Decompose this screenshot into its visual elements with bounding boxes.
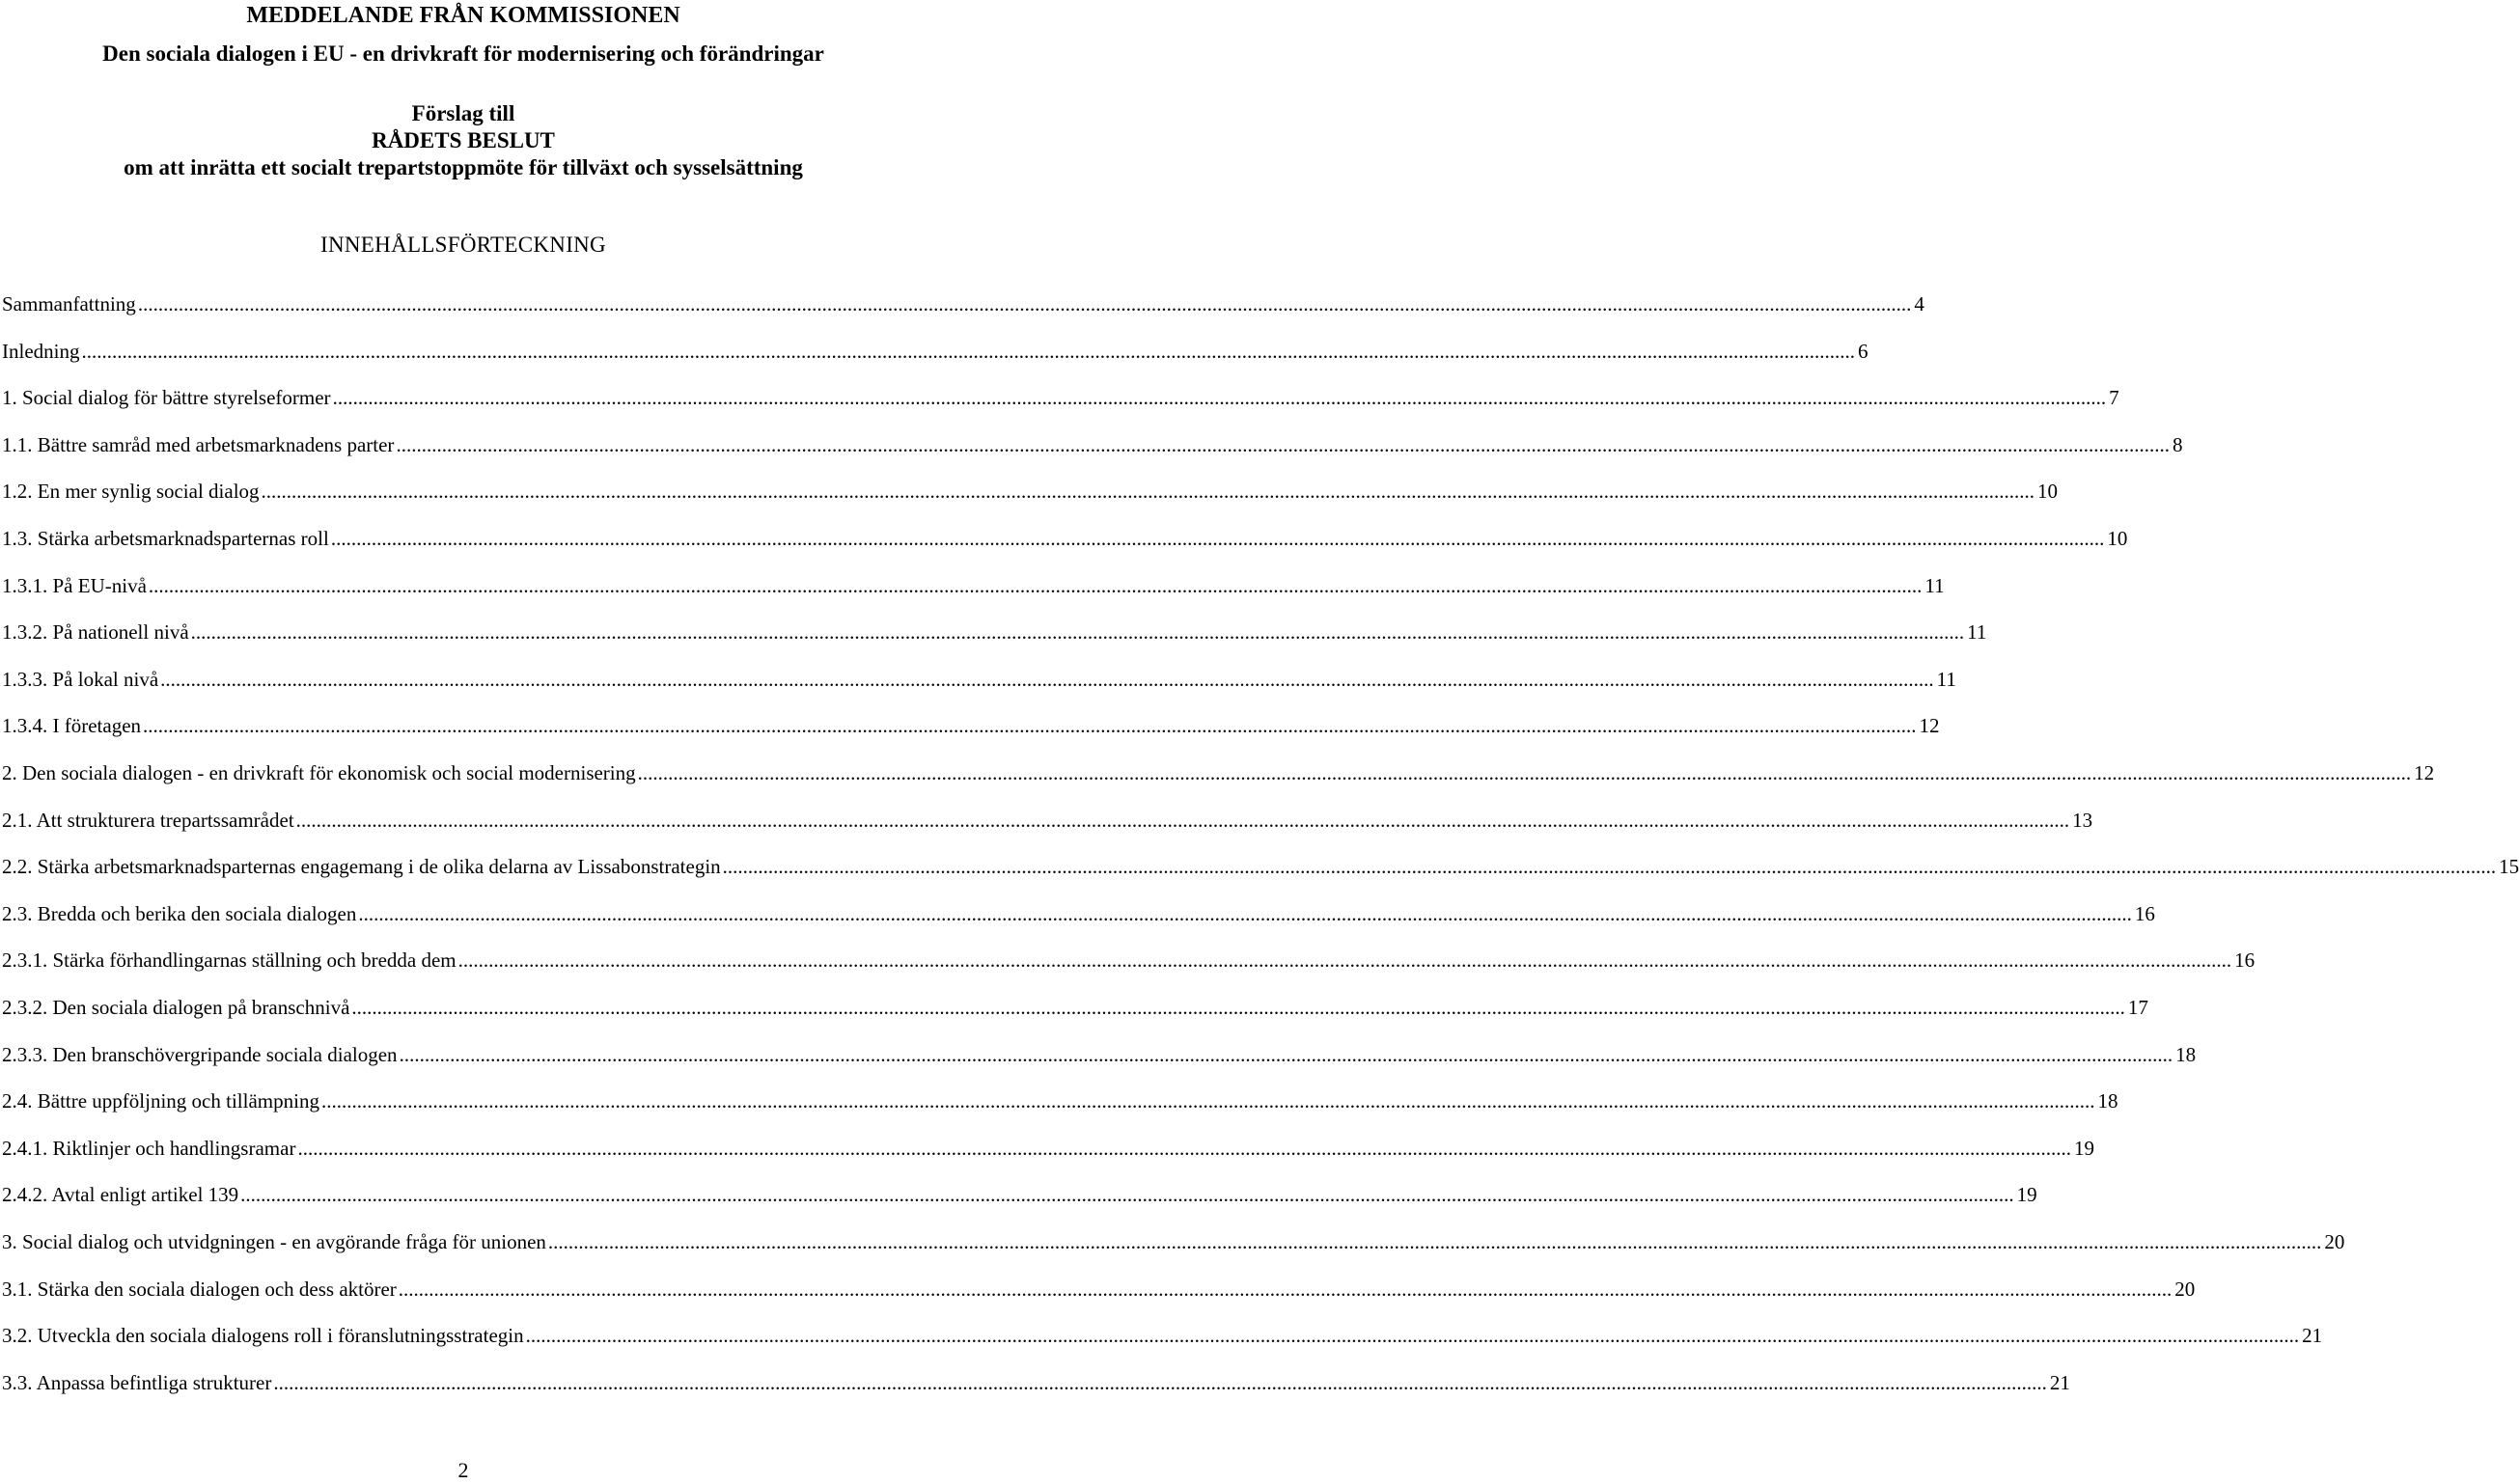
toc-entry-title: 2.1. Att strukturera trepartssamrådet — [2, 808, 294, 832]
toc-dot-leader — [297, 1139, 2071, 1159]
toc-entry[interactable] — [2, 618, 1987, 645]
toc-entry-title: 3.1. Stärka den sociala dialogen och dess aktörer — [2, 1277, 397, 1301]
document-title: Den sociala dialogen i EU - en drivkraft för modernisering och förändringar — [102, 41, 824, 66]
toc-entry[interactable] — [2, 524, 2128, 550]
toc-heading: INNEHÅLLSFÖRTECKNING — [320, 233, 606, 257]
toc-dot-leader — [548, 1232, 2322, 1252]
toc-entry[interactable] — [2, 665, 1956, 691]
toc-entry[interactable] — [2, 1180, 2037, 1207]
toc-dot-leader — [149, 576, 1923, 596]
toc-entry-page-number: 13 — [2072, 808, 2093, 832]
toc-entry[interactable] — [2, 711, 1940, 738]
toc-entry-page-number: 11 — [1967, 620, 1987, 645]
toc-entry[interactable] — [2, 806, 2093, 832]
toc-entry[interactable] — [2, 1321, 2323, 1348]
toc-entry-title: 1. Social dialog för bättre styrelseformer — [2, 386, 331, 410]
toc-entry[interactable] — [2, 289, 1924, 316]
toc-entry-page-number: 4 — [1914, 292, 1924, 316]
toc-entry-page-number: 16 — [2134, 901, 2155, 925]
toc-entry-title: 1.2. En mer synlig social dialog — [2, 480, 260, 504]
toc-dot-leader — [160, 670, 1934, 690]
toc-dot-leader — [262, 481, 2035, 502]
toc-dot-leader — [458, 950, 2232, 971]
toc-entry-page-number: 19 — [2073, 1136, 2094, 1160]
toc-dot-leader — [526, 1326, 2300, 1346]
toc-entry-page-number: 20 — [2324, 1230, 2345, 1253]
toc-entry-title: 2. Den sociala dialogen - en drivkraft för ekonomisk och social modernisering — [2, 761, 636, 784]
toc-entry-title: 1.3.1. På EU-nivå — [2, 573, 147, 597]
toc-entry[interactable] — [2, 1227, 2345, 1253]
toc-entry-title: Inledning — [2, 339, 80, 363]
proposal-line-1: Förslag till — [411, 101, 515, 125]
toc-entry-page-number: 17 — [2127, 996, 2148, 1019]
toc-entry-title: 2.4.1. Riktlinjer och handlingsramar — [2, 1136, 296, 1160]
toc-entry-page-number: 18 — [2175, 1042, 2197, 1066]
toc-dot-leader — [638, 763, 2412, 783]
toc-entry[interactable] — [2, 571, 1945, 597]
toc-entry-page-number: 15 — [2499, 855, 2519, 879]
toc-entry[interactable] — [2, 1368, 2070, 1394]
toc-dot-leader — [723, 857, 2497, 877]
toc-entry-page-number: 8 — [2172, 432, 2183, 456]
toc-entry-title: 1.1. Bättre samråd med arbetsmarknadens parter — [2, 432, 395, 456]
toc-entry[interactable] — [2, 1275, 2196, 1301]
toc-entry-title: 1.3.3. På lokal nivå — [2, 667, 159, 691]
toc-entry-page-number: 11 — [1936, 667, 1956, 691]
page-number: 2 — [457, 1458, 469, 1482]
toc-entry[interactable] — [2, 1134, 2094, 1160]
toc-entry[interactable] — [2, 337, 1868, 363]
toc-entry-title: 2.2. Stärka arbetsmarknadsparternas engagemang i de olika delarna av Lissabonstrategin — [2, 855, 721, 879]
toc-entry-page-number: 12 — [1919, 714, 1940, 738]
toc-dot-leader — [138, 294, 1912, 315]
toc-dot-leader — [81, 342, 1855, 362]
toc-entry[interactable] — [2, 946, 2256, 973]
toc-entry-title: 3.2. Utveckla den sociala dialogens roll i föranslutningsstrategin — [2, 1324, 524, 1348]
toc-entry[interactable] — [2, 1086, 2118, 1113]
toc-entry-title: 2.3.3. Den branschövergripande sociala dialogen — [2, 1042, 398, 1066]
toc-entry-page-number: 16 — [2234, 948, 2256, 973]
toc-entry[interactable] — [2, 993, 2148, 1019]
toc-entry-title: 2.3.2. Den sociala dialogen på branschnivå — [2, 996, 350, 1019]
toc-entry[interactable] — [2, 430, 2183, 456]
toc-dot-leader — [396, 435, 2170, 455]
toc-dot-leader — [358, 904, 2132, 924]
toc-entry-title: 3.3. Anpassa befintliga strukturer — [2, 1370, 272, 1394]
toc-entry-title: 1.3.4. I företagen — [2, 714, 142, 738]
toc-entry-page-number: 11 — [1924, 573, 1945, 597]
toc-dot-leader — [321, 1091, 2095, 1112]
toc-dot-leader — [351, 998, 2125, 1018]
toc-dot-leader — [240, 1185, 2014, 1205]
document-type-heading: MEDDELANDE FRÅN KOMMISSIONEN — [246, 3, 680, 28]
toc-entry[interactable] — [2, 899, 2155, 925]
toc-entry-title: 3. Social dialog och utvidgningen - en avgörande fråga för unionen — [2, 1230, 546, 1253]
toc-entry-page-number: 12 — [2414, 761, 2435, 784]
toc-entry-page-number: 19 — [2016, 1183, 2037, 1207]
toc-entry[interactable] — [2, 758, 2435, 784]
proposal-line-3: om att inrätta ett socialt trepartstoppmöte för tillväxt och sysselsättning — [124, 155, 803, 179]
toc-dot-leader — [400, 1045, 2173, 1065]
toc-entry-page-number: 21 — [2302, 1324, 2323, 1348]
toc-entry-title: 2.3. Bredda och berika den sociala dialogen — [2, 901, 357, 925]
toc-entry-title: Sammanfattning — [2, 292, 136, 316]
proposal-line-2: RÅDETS BESLUT — [372, 128, 555, 152]
toc-entry[interactable] — [2, 852, 2519, 879]
toc-entry-title: 2.4. Bättre uppföljning och tillämpning — [2, 1089, 319, 1113]
toc-entry-title: 2.4.2. Avtal enligt artikel 139 — [2, 1183, 239, 1207]
toc-entry-title: 2.3.1. Stärka förhandlingarnas ställning och bredda dem — [2, 948, 457, 973]
toc-entry-page-number: 20 — [2174, 1277, 2196, 1301]
toc-dot-leader — [273, 1373, 2047, 1393]
toc-entry-page-number: 21 — [2049, 1370, 2070, 1394]
toc-entry[interactable] — [2, 383, 2119, 410]
toc-dot-leader — [296, 811, 2070, 831]
toc-entry-page-number: 6 — [1857, 339, 1868, 363]
toc-dot-leader — [399, 1279, 2173, 1300]
toc-dot-leader — [191, 622, 1965, 643]
toc-entry-page-number: 7 — [2109, 386, 2119, 410]
toc-entry[interactable] — [2, 1040, 2197, 1066]
toc-dot-leader — [143, 716, 1917, 736]
toc-entry-title: 1.3. Stärka arbetsmarknadsparternas roll — [2, 527, 329, 550]
toc-entry-title: 1.3.2. På nationell nivå — [2, 620, 189, 645]
toc-entry-page-number: 10 — [2107, 527, 2128, 550]
toc-dot-leader — [331, 529, 2105, 549]
toc-dot-leader — [333, 388, 2107, 408]
toc-entry[interactable] — [2, 477, 2059, 504]
toc-entry-page-number: 10 — [2037, 480, 2059, 504]
toc-entry-page-number: 18 — [2097, 1089, 2118, 1113]
